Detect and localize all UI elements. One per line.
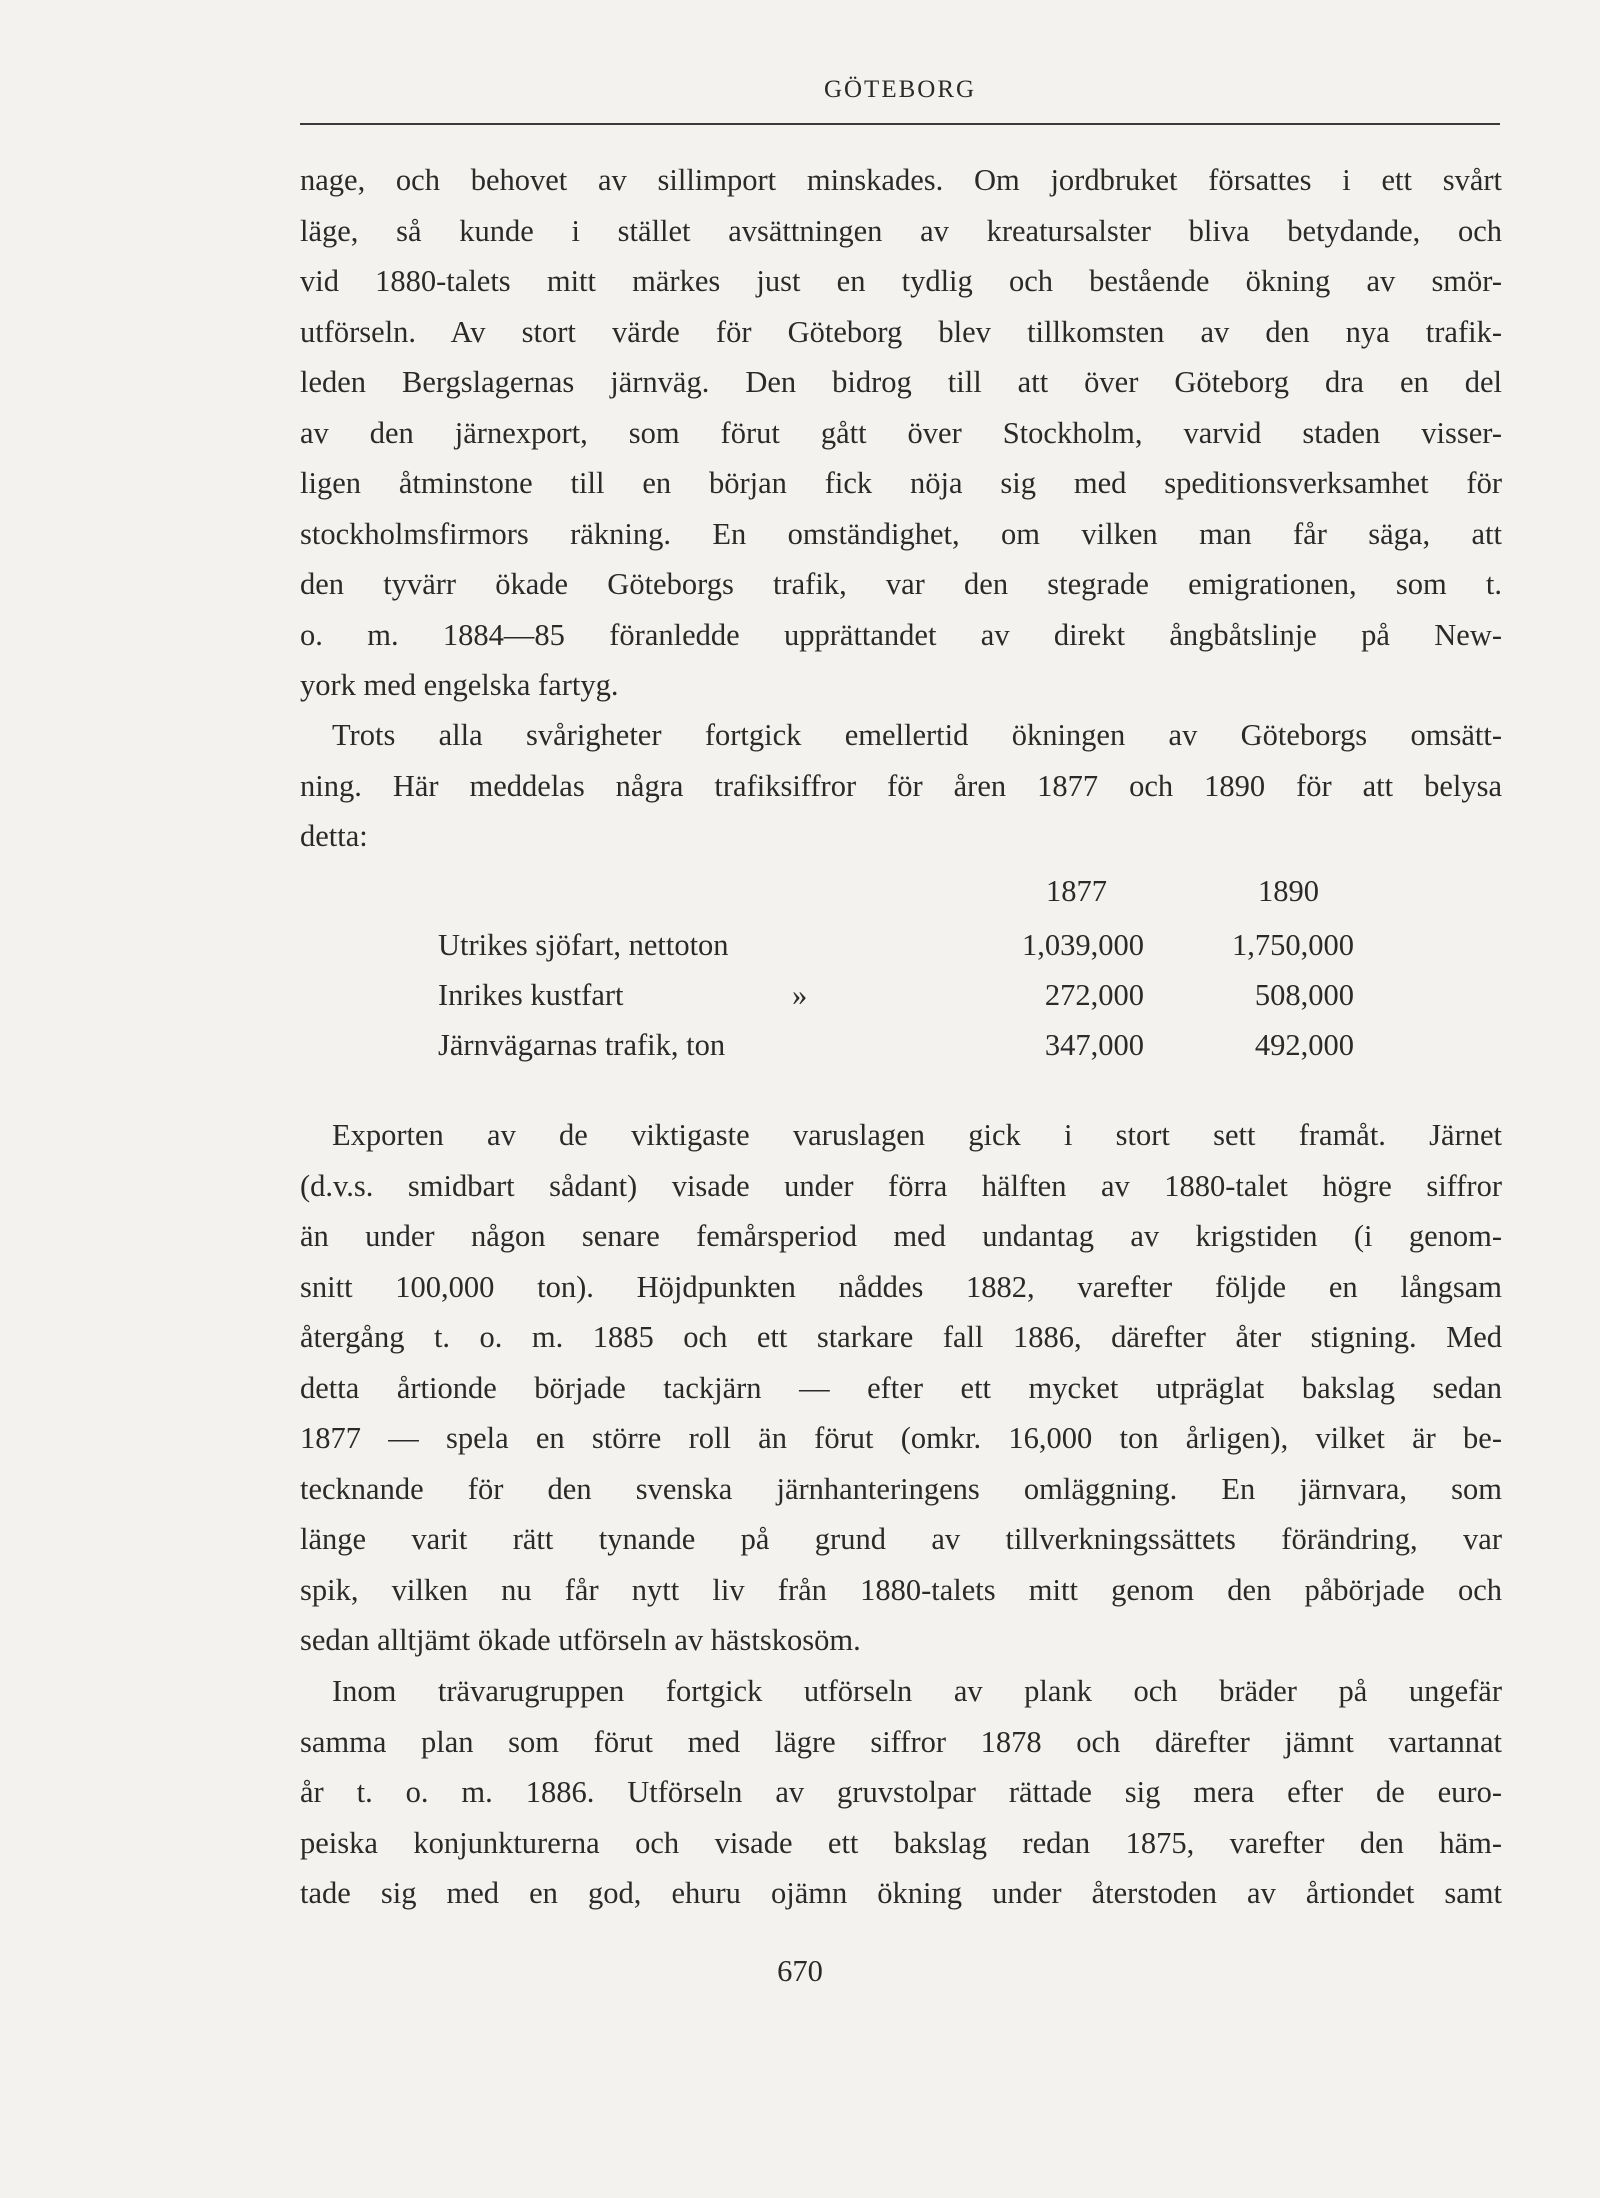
table-header-1890: 1890 (1258, 874, 1319, 908)
table-cell-1890: 1,750,000 (1232, 928, 1354, 962)
text-line: läge, så kunde i stället avsättningen av kreatursalster bliva betydande, och (300, 213, 1502, 248)
text-line: tecknande för den svenska järnhanteringens omläggning. En järnvara, som (300, 1471, 1502, 1506)
table-cell-1877: 1,039,000 (1022, 928, 1144, 962)
text-line: Trots alla svårigheter fortgick emellertid ökningen av Göteborgs omsätt- (332, 718, 1502, 752)
ditto-mark: » (792, 978, 808, 1012)
text-line: spik, vilken nu får nytt liv från 1880-talets mitt genom den påbörjade och (300, 1572, 1502, 1607)
text-line: den tyvärr ökade Göteborgs trafik, var den stegrade emigrationen, som t. (300, 567, 1502, 601)
text-line: vid 1880-talets mitt märkes just en tydlig och bestående ökning av smör- (300, 264, 1502, 298)
table-header-1877: 1877 (1046, 874, 1107, 908)
header-rule (300, 123, 1500, 125)
text-line: Exporten av de viktigaste varuslagen gick i stort sett framåt. Järnet (332, 1118, 1502, 1152)
text-line: nage, och behovet av sillimport minskades. Om jordbruket försattes i ett svårt (300, 163, 1502, 197)
table-row-label: Utrikes sjöfart, nettoton (438, 928, 729, 962)
text-line: år t. o. m. 1886. Utförseln av gruvstolpar rättade sig mera efter de euro- (300, 1775, 1502, 1809)
paragraph-3 (300, 1110, 1502, 1666)
text-line: ligen åtminstone till en början fick nöja sig med speditionsverksamhet för (300, 466, 1502, 500)
table-cell-1890: 508,000 (1254, 978, 1354, 1012)
text-line: snitt 100,000 ton). Höjdpunkten nåddes 1882, varefter följde en långsam (300, 1269, 1502, 1304)
text-line: 1877 — spela en större roll än förut (omkr. 16,000 ton årligen), vilket är be- (300, 1421, 1502, 1455)
table-cell-1890: 492,000 (1254, 1028, 1354, 1062)
text-line: återgång t. o. m. 1885 och ett starkare fall 1886, därefter åter stigning. Med (300, 1320, 1502, 1354)
paragraph-4 (300, 1666, 1502, 1919)
text-line: peiska konjunkturerna och visade ett bakslag redan 1875, varefter den häm- (300, 1825, 1502, 1860)
text-line: detta: (300, 819, 368, 853)
table-cell-1877: 272,000 (1044, 978, 1144, 1012)
table-row-label: Järnvägarnas trafik, ton (438, 1028, 726, 1062)
text-line: av den järnexport, som förut gått över Stockholm, varvid staden visser- (300, 415, 1502, 450)
text-line: länge varit rätt tynande på grund av tillverkningssättets förändring, var (300, 1522, 1502, 1556)
text-line: tade sig med en god, ehuru ojämn ökning under återstoden av årtiondet samt (300, 1876, 1502, 1910)
text-line: utförseln. Av stort värde för Göteborg blev tillkomsten av den nya trafik- (300, 314, 1502, 349)
table-row-label: Inrikes kustfart (438, 978, 624, 1012)
text-line: (d.v.s. smidbart sådant) visade under förra hälften av 1880-talet högre siffror (300, 1168, 1502, 1203)
text-line: leden Bergslagernas järnväg. Den bidrog till att över Göteborg dra en del (300, 365, 1502, 399)
text-line: o. m. 1884—85 föranledde upprättandet av direkt ångbåtslinje på New- (300, 617, 1502, 652)
text-line: Inom trävarugruppen fortgick utförseln av plank och bräder på ungefär (332, 1674, 1502, 1708)
paragraph-2 (300, 710, 1502, 862)
running-head: GÖTEBORG (823, 76, 977, 103)
page-number: 670 (777, 1954, 823, 1988)
text-line: än under någon senare femårsperiod med undantag av krigstiden (i genom- (300, 1219, 1502, 1253)
table-cell-1877: 347,000 (1044, 1028, 1144, 1062)
text-line: stockholmsfirmors räkning. En omständighet, om vilken man får säga, att (300, 516, 1502, 551)
text-line: sedan alltjämt ökade utförseln av hästskosöm. (300, 1623, 861, 1657)
text-line: ning. Här meddelas några trafiksiffror för åren 1877 och 1890 för att belysa (300, 768, 1502, 803)
text-line: york med engelska fartyg. (300, 668, 619, 702)
paragraph-1 (300, 155, 1502, 711)
text-line: detta årtionde började tackjärn — efter ett mycket utpräglat bakslag sedan (300, 1370, 1502, 1405)
text-line: samma plan som förut med lägre siffror 1878 och därefter jämnt vartannat (300, 1724, 1502, 1759)
